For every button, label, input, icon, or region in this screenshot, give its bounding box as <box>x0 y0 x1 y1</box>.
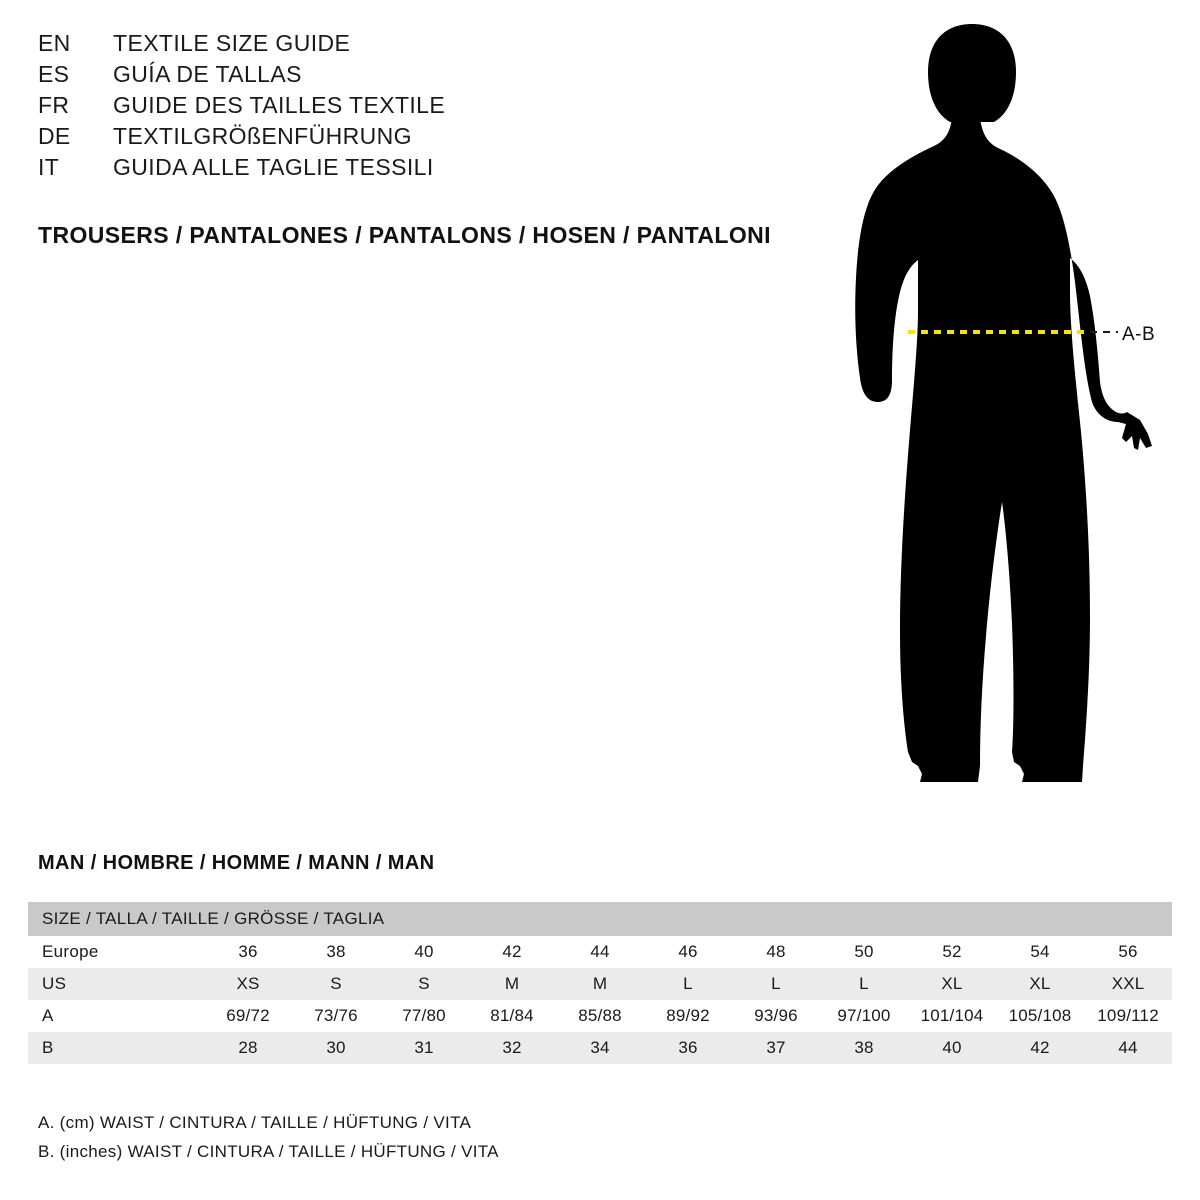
table-cell: 44 <box>590 942 610 961</box>
table-cell: 77/80 <box>402 1006 446 1025</box>
language-row <box>38 28 818 59</box>
row-label: Europe <box>42 942 99 961</box>
table-cell: XXL <box>1111 974 1145 993</box>
table-cell: 32 <box>502 1038 522 1057</box>
table-cell: 37 <box>766 1038 786 1057</box>
table-cell: 42 <box>1030 1038 1050 1057</box>
table-section-title: MAN / HOMBRE / HOMME / MANN / MAN <box>38 852 435 874</box>
language-text: GUIDE DES TAILLES TEXTILE <box>113 92 446 118</box>
language-text: GUÍA DE TALLAS <box>113 61 302 87</box>
table-cell: 36 <box>678 1038 698 1057</box>
ab-measure-label: A-B <box>1122 324 1156 345</box>
table-cell: 28 <box>238 1038 258 1057</box>
table-cell: XL <box>941 974 963 993</box>
table-row <box>28 1000 1172 1032</box>
size-table <box>28 902 1172 1064</box>
table-cell: 46 <box>678 942 698 961</box>
language-header-list <box>38 28 818 183</box>
language-code: ES <box>38 61 70 87</box>
table-cell: 85/88 <box>578 1006 622 1025</box>
table-cell: L <box>683 974 693 993</box>
table-cell: 48 <box>766 942 786 961</box>
table-cell: 56 <box>1118 942 1138 961</box>
table-cell: 105/108 <box>1008 1006 1072 1025</box>
row-label: US <box>42 974 67 993</box>
table-cell: 38 <box>326 942 346 961</box>
language-row <box>38 121 818 152</box>
table-cell: M <box>504 974 520 993</box>
table-cell: 40 <box>414 942 434 961</box>
table-cell: 81/84 <box>490 1006 534 1025</box>
language-code: DE <box>38 123 71 149</box>
table-cell: 44 <box>1118 1038 1138 1057</box>
table-cell: 34 <box>590 1038 610 1057</box>
table-cell: 42 <box>502 942 522 961</box>
table-row <box>28 968 1172 1000</box>
table-cell: L <box>771 974 781 993</box>
male-silhouette-icon <box>800 10 1200 810</box>
language-code: EN <box>38 30 71 56</box>
table-cell: L <box>859 974 869 993</box>
garment-type-title: TROUSERS / PANTALONES / PANTALONS / HOSEN / PANTALONI <box>38 222 771 248</box>
table-row <box>28 936 1172 968</box>
measurement-notes <box>38 1108 499 1166</box>
note-line: B. (inches) WAIST / CINTURA / TAILLE / HÜFTUNG / VITA <box>38 1142 499 1161</box>
table-cell: XL <box>1029 974 1051 993</box>
language-code: IT <box>38 154 60 180</box>
table-cell: 97/100 <box>837 1006 891 1025</box>
table-cell: 73/76 <box>314 1006 358 1025</box>
table-cell: 109/112 <box>1097 1006 1159 1025</box>
table-cell: 38 <box>854 1038 874 1057</box>
language-text: GUIDA ALLE TAGLIE TESSILI <box>113 154 434 180</box>
table-header-label: SIZE / TALLA / TAILLE / GRÖSSE / TAGLIA <box>28 902 1172 936</box>
table-cell: 101/104 <box>920 1006 984 1025</box>
table-cell: 54 <box>1030 942 1050 961</box>
row-label: B <box>42 1038 54 1057</box>
table-cell: S <box>418 974 430 993</box>
language-row <box>38 59 818 90</box>
language-row <box>38 152 818 183</box>
language-text: TEXTILE SIZE GUIDE <box>113 30 351 56</box>
figure-illustration <box>800 10 1200 810</box>
table-cell: 36 <box>238 942 258 961</box>
table-cell: 52 <box>942 942 962 961</box>
table-header-row <box>28 902 1172 936</box>
table-cell: XS <box>236 974 260 993</box>
note-line: A. (cm) WAIST / CINTURA / TAILLE / HÜFTUNG / VITA <box>38 1113 472 1132</box>
table-cell: 69/72 <box>226 1006 270 1025</box>
table-cell: 89/92 <box>666 1006 710 1025</box>
table-cell: M <box>592 974 608 993</box>
table-row <box>28 1032 1172 1064</box>
language-text: TEXTILGRÖßENFÜHRUNG <box>113 123 412 149</box>
table-cell: 93/96 <box>754 1006 798 1025</box>
row-label: A <box>42 1006 54 1025</box>
language-code: FR <box>38 92 70 118</box>
table-cell: S <box>330 974 342 993</box>
language-row <box>38 90 818 121</box>
table-cell: 30 <box>326 1038 346 1057</box>
table-cell: 50 <box>854 942 874 961</box>
table-cell: 31 <box>414 1038 434 1057</box>
table-cell: 40 <box>942 1038 962 1057</box>
